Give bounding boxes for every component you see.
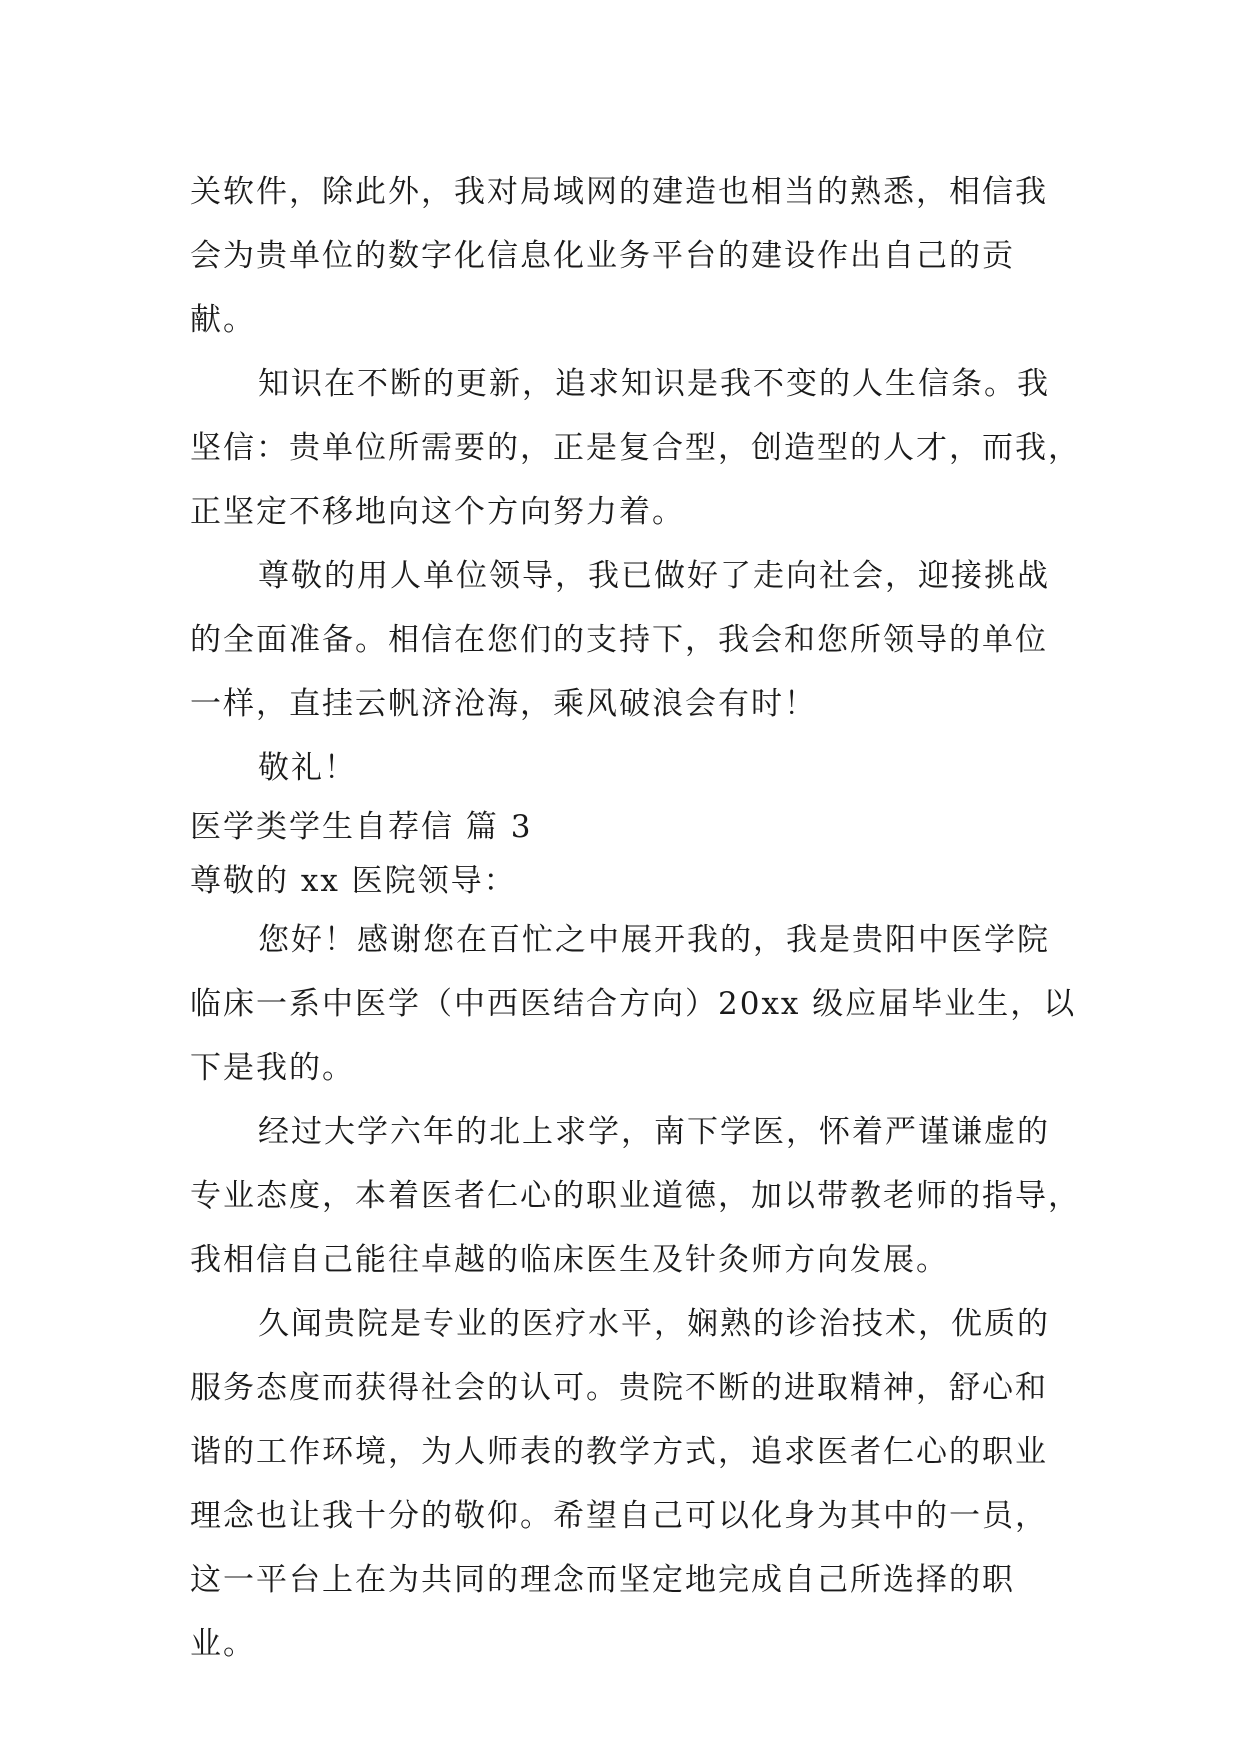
- section-title: 医学类学生自荐信 篇 3: [190, 809, 533, 845]
- text-line: 服务态度而获得社会的认可。贵院不断的进取精神，舒心和: [190, 1370, 1048, 1406]
- text-line: 献。: [190, 302, 256, 338]
- text-line: 的全面准备。相信在您们的支持下，我会和您所领导的单位: [190, 622, 1048, 658]
- text-line: 您好！感谢您在百忙之中展开我的，我是贵阳中医学院: [258, 922, 1050, 958]
- paragraph-1: [190, 160, 1060, 352]
- text-line: 专业态度，本着医者仁心的职业道德，加以带教老师的指导，: [190, 1178, 1081, 1214]
- text-line: 久闻贵院是专业的医疗水平，娴熟的诊治技术，优质的: [258, 1306, 1050, 1342]
- text-line: 临床一系中医学（中西医结合方向）20xx 级应届毕业生，以: [190, 986, 1077, 1022]
- text-line: 关软件，除此外，我对局域网的建造也相当的熟悉，相信我: [190, 174, 1048, 210]
- document-body: [190, 160, 1081, 1676]
- text-line: 坚信：贵单位所需要的，正是复合型，创造型的人才，而我，: [190, 430, 1081, 466]
- paragraph-6: [190, 1292, 1060, 1676]
- paragraph-3: [190, 544, 1060, 736]
- paragraph-2: [190, 352, 1081, 544]
- closing-salute: 敬礼！: [258, 750, 357, 786]
- text-line: 正坚定不移地向这个方向努力着。: [190, 494, 685, 530]
- paragraph-4: [190, 908, 1077, 1100]
- text-line: 谐的工作环境，为人师表的教学方式，追求医者仁心的职业: [190, 1434, 1048, 1470]
- text-line: 业。: [190, 1626, 256, 1662]
- text-line: 下是我的。: [190, 1050, 355, 1086]
- paragraph-5: [190, 1100, 1081, 1292]
- text-line: 知识在不断的更新，追求知识是我不变的人生信条。我: [258, 366, 1050, 402]
- text-line: 理念也让我十分的敬仰。希望自己可以化身为其中的一员，: [190, 1498, 1048, 1534]
- text-line: 这一平台上在为共同的理念而坚定地完成自己所选择的职: [190, 1562, 1015, 1598]
- text-line: 我相信自己能往卓越的临床医生及针灸师方向发展。: [190, 1242, 949, 1278]
- text-line: 经过大学六年的北上求学，南下学医，怀着严谨谦虚的: [258, 1114, 1050, 1150]
- text-line: 一样，直挂云帆济沧海，乘风破浪会有时！: [190, 686, 817, 722]
- salutation: 尊敬的 xx 医院领导：: [190, 863, 517, 899]
- text-line: 尊敬的用人单位领导，我已做好了走向社会，迎接挑战: [258, 558, 1050, 594]
- text-line: 会为贵单位的数字化信息化业务平台的建设作出自己的贡: [190, 238, 1015, 274]
